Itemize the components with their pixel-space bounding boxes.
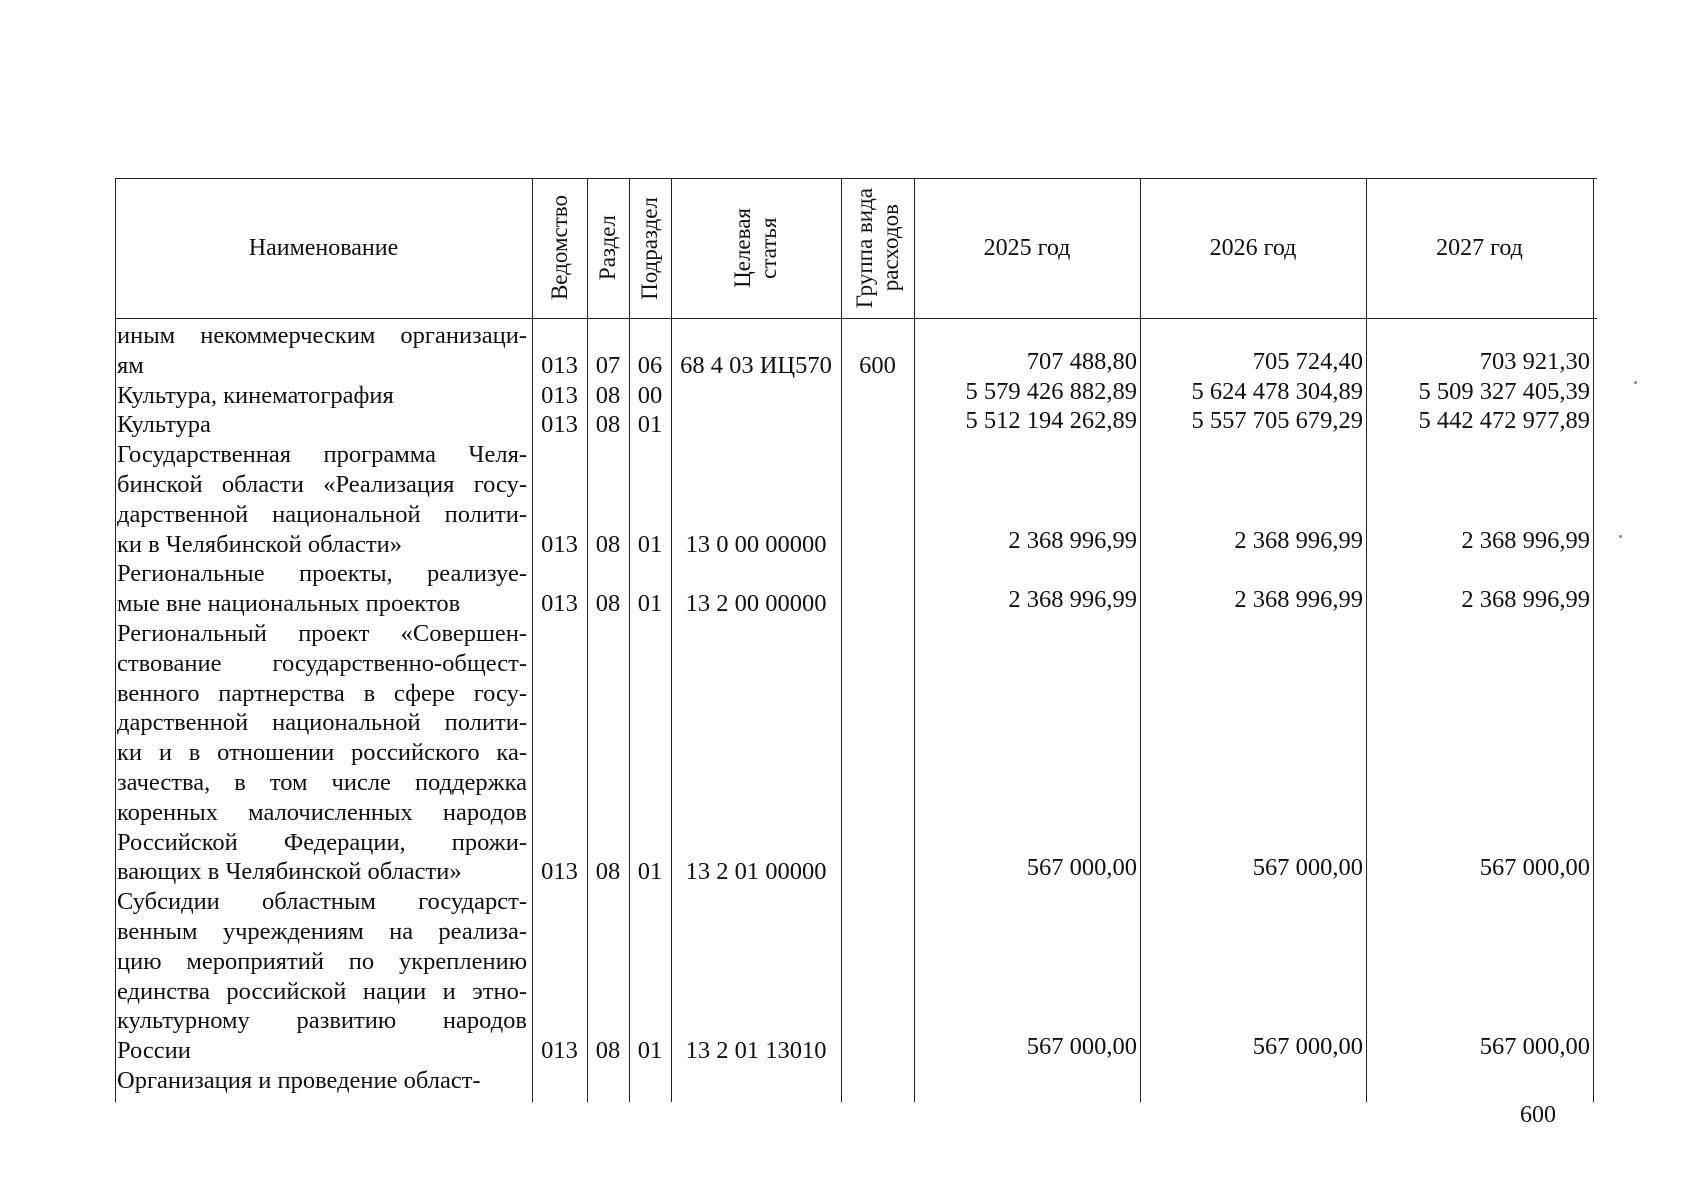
cell-2025: 5 512 194 262,89 <box>965 407 1137 435</box>
cell-2027: 567 000,00 <box>1479 1033 1590 1061</box>
name-line: культурному развитию народов <box>117 1007 527 1035</box>
cell-vedomstvo: 013 <box>541 351 578 379</box>
cell-2025: 5 579 426 882,89 <box>965 377 1137 405</box>
name-line: Российской Федерации, прожи- <box>117 828 527 856</box>
cell-2027: 2 368 996,99 <box>1461 526 1590 554</box>
page-number: 600 <box>1520 1102 1556 1128</box>
row-name <box>117 321 527 381</box>
cell-podrazdel: 01 <box>637 590 663 618</box>
cell-2027: 5 442 472 977,89 <box>1418 407 1590 435</box>
cell-celevaya-statya: 13 2 01 00000 <box>685 858 827 886</box>
cell-2027: 5 509 327 405,39 <box>1418 377 1590 405</box>
row-name <box>117 1066 527 1096</box>
table-right-border <box>1593 178 1594 1102</box>
name-line: единства российской нации и этно- <box>117 977 527 1005</box>
name-line: венного партнерства в сфере госу- <box>117 679 527 707</box>
cell-2025: 2 368 996,99 <box>1008 526 1137 554</box>
cell-gruppa-vida: 600 <box>859 351 896 379</box>
header-celevaya-statya: Целевая статья <box>730 208 781 288</box>
header-gruppa-vida-rashodov: Группа вида расходов <box>851 187 903 309</box>
row-name <box>117 410 527 440</box>
cell-2025: 567 000,00 <box>1026 854 1137 882</box>
scan-speck <box>1634 381 1637 384</box>
name-line: ям <box>117 351 144 379</box>
name-line: России <box>117 1037 191 1065</box>
cell-vedomstvo: 013 <box>541 1037 578 1065</box>
row-name <box>117 559 527 619</box>
header-podrazdel: Подраздел <box>637 196 662 300</box>
name-line: иным некоммерческим организаци- <box>117 322 527 349</box>
cell-2027: 2 368 996,99 <box>1461 586 1590 614</box>
cell-2026: 567 000,00 <box>1252 854 1363 882</box>
cell-razdel: 08 <box>595 530 621 558</box>
cell-vedomstvo: 013 <box>541 590 578 618</box>
cell-2026: 5 557 705 679,29 <box>1191 407 1363 435</box>
header-2026: 2026 год <box>1209 234 1297 261</box>
cell-celevaya-statya: 13 2 00 00000 <box>685 590 827 618</box>
cell-2026: 567 000,00 <box>1252 1033 1363 1061</box>
name-line: ки в Челябинской области» <box>117 530 402 558</box>
header-razdel: Раздел <box>595 215 620 281</box>
name-line: Государственная программа Челя- <box>117 441 527 469</box>
name-line: ствование государственно-общест- <box>117 649 527 677</box>
name-line: дарственной национальной полити- <box>117 709 527 737</box>
cell-celevaya-statya: 13 0 00 00000 <box>685 530 827 558</box>
cell-razdel: 08 <box>595 381 621 409</box>
header-2025: 2025 год <box>983 234 1071 261</box>
cell-2025: 707 488,80 <box>1026 347 1137 375</box>
header-2027: 2027 год <box>1436 234 1523 261</box>
row-name <box>117 440 527 559</box>
name-line: венным учреждениям на реализа- <box>117 917 527 945</box>
cell-vedomstvo: 013 <box>541 381 578 409</box>
name-line: Региональный проект «Совершен- <box>117 620 527 647</box>
name-line: Региональные проекты, реализуе- <box>117 560 527 588</box>
header-name: Наименование <box>248 234 399 261</box>
header-bottom-border <box>115 318 1597 319</box>
cell-podrazdel: 01 <box>637 530 663 558</box>
cell-podrazdel: 01 <box>637 411 663 439</box>
row-name <box>117 381 527 411</box>
row-name <box>117 887 527 1066</box>
cell-2026: 2 368 996,99 <box>1234 526 1363 554</box>
cell-vedomstvo: 013 <box>541 530 578 558</box>
name-line: зачества, в том числе поддержка <box>117 768 527 796</box>
cell-razdel: 08 <box>595 858 621 886</box>
name-line: Культура, кинематография <box>117 381 394 409</box>
cell-razdel: 08 <box>595 411 621 439</box>
cell-2026: 2 368 996,99 <box>1234 586 1363 614</box>
cell-podrazdel: 01 <box>637 1037 663 1065</box>
cell-razdel: 08 <box>595 590 621 618</box>
name-line: коренных малочисленных народов <box>117 798 527 826</box>
name-line: ки и в отношении российского ка- <box>117 739 527 767</box>
cell-2025: 567 000,00 <box>1026 1033 1137 1061</box>
cell-razdel: 08 <box>595 1037 621 1065</box>
cell-razdel: 07 <box>595 351 621 379</box>
cell-podrazdel: 00 <box>637 381 663 409</box>
scan-speck <box>1619 535 1622 538</box>
cell-vedomstvo: 013 <box>541 858 578 886</box>
cell-podrazdel: 01 <box>637 858 663 886</box>
cell-vedomstvo: 013 <box>541 411 578 439</box>
cell-celevaya-statya: 68 4 03 ИЦ570 <box>680 351 832 379</box>
name-line: бинской области «Реализация госу- <box>117 470 527 498</box>
header-vedomstvo: Ведомство <box>546 195 572 301</box>
name-line: цию мероприятий по укреплению <box>117 947 527 975</box>
cell-podrazdel: 06 <box>637 351 663 379</box>
cell-2025: 2 368 996,99 <box>1008 586 1137 614</box>
name-line: вающих в Челябинской области» <box>117 858 462 886</box>
budget-table <box>115 178 1597 1102</box>
cell-2027: 703 921,30 <box>1479 347 1590 375</box>
cell-2026: 705 724,40 <box>1252 347 1363 375</box>
name-line: мые вне национальных проектов <box>117 590 461 618</box>
row-name <box>117 619 527 887</box>
cell-2027: 567 000,00 <box>1479 854 1590 882</box>
name-line: Культура <box>117 411 211 439</box>
cell-2026: 5 624 478 304,89 <box>1191 377 1363 405</box>
name-line: дарственной национальной полити- <box>117 500 527 528</box>
cell-celevaya-statya: 13 2 01 13010 <box>685 1037 827 1065</box>
name-line: Субсидии областным государст- <box>117 888 527 916</box>
name-line: Организация и проведение област- <box>117 1067 481 1094</box>
